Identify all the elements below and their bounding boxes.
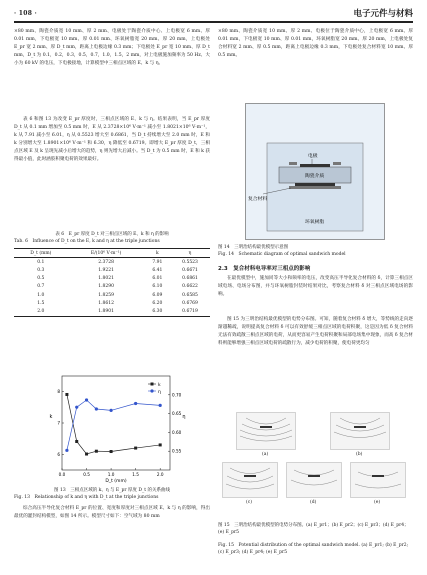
table-cell: 0.6769 <box>182 300 198 306</box>
composite-label: 复合材料 <box>248 197 268 202</box>
data-point-k <box>159 443 162 446</box>
series-line-k <box>67 394 160 454</box>
table-cell: 0.3 <box>37 267 45 273</box>
right-paragraph-2: 图 15 为三明治结构最优模型的电势分布图。可知，随着复合材料 δ 增大，等势线的走向逐渐越稀疏，说明提高复合材料 δ 可以有效舒缓三相点区域的电荷积聚，这是因为低 δ 复合材料无法有效疏散三相点区域的电荷，从而更容易产生电荷积聚和局部电场集中现象，而高 δ 复合材料则能够增强三相点区域电荷的疏散行为，减少电荷的积聚，使电荷更均匀 <box>218 317 413 346</box>
data-point-k <box>134 447 137 450</box>
table-header-row <box>14 249 210 258</box>
composite-upper-left <box>289 162 297 165</box>
fig15-label-c: (c) <box>246 500 253 505</box>
table-cell: 1.8901 <box>98 308 114 314</box>
fig15-panel-c <box>222 462 278 498</box>
table-cell: 0.6671 <box>182 267 198 273</box>
ceramic-label: 陶瓷介质 <box>305 174 325 179</box>
table-cell: 6.30 <box>152 308 163 314</box>
x-tick-label: 1.5 <box>132 472 139 477</box>
table-header-cell: η <box>188 250 192 256</box>
table-cell: 0.1 <box>37 259 45 265</box>
table-cell: 1.8021 <box>98 276 114 282</box>
data-point-eta <box>95 407 98 410</box>
x-tick-label: 2.0 <box>156 472 164 477</box>
table-cell: 1.0 <box>37 292 45 298</box>
fig15-label-e: (e) <box>374 500 381 505</box>
table-cell: 6.01 <box>152 276 163 282</box>
chart-legend <box>148 382 161 395</box>
header-rule <box>14 21 413 23</box>
data-point-k <box>65 393 68 396</box>
legend-label-eta: η <box>158 389 161 395</box>
fig15-panels <box>222 412 410 520</box>
composite-lower <box>289 186 341 189</box>
table-cell: 0.6585 <box>182 292 198 298</box>
fig14-schematic <box>245 103 385 240</box>
x-tick-label: 1.0 <box>107 472 115 477</box>
data-point-eta <box>109 409 112 412</box>
fig15-panel-e <box>350 462 406 498</box>
left-paragraph-2: 表 6 和图 13 为改变 E_pr 厚度时，三相点区域的 E、k 与 η。结果表明，当 E_pr 厚度 D_t 从 0.1 mm 增加至 0.5 mm 时，E 从 2.3728×10⁶ V·m⁻¹ 减小至 1.8021×10⁶ V·m⁻¹，k 从 7.91 减小至 6.01，η 从 0.5523 增大至 0.6861，当 D_t 持续增大至 2.0 mm 时，E 和 k 分别增大至 1.8901×10⁶ V·m⁻¹ 和 6.30，η 降低至 0.6719。即增大 E_pr 厚度 D_t，三相点区域 E 及 k 呈现先减小后增大的趋势，η 则先增大后减小。当 D_t 为 0.5 mm 时，E 和 k 获得最小值，此时涵胶积聚电荷的效果最好。 <box>14 117 210 162</box>
table-row <box>14 291 210 299</box>
right-top-paragraph: ×80 mm、陶瓷介质宽 10 mm、厚 2 mm、电极位于陶瓷介质中心，上电极宽 6 mm、厚 0.01 mm，下电极宽 10 mm、厚 0.01 mm，环氧树脂宽 20 mm、厚 20 mm，上电极处复合材料宽 2 mm、厚 0.5 mm，距离上电极边缘 0.3 mm，下电极处复合材料宽 10 mm、厚 0.5 mm。 <box>218 29 413 58</box>
table-cell: 6.10 <box>152 284 163 290</box>
page-number: · 108 · <box>14 10 37 17</box>
legend-marker-k <box>151 383 154 386</box>
data-point-eta <box>85 398 88 401</box>
x-axis-label: D_t (mm) <box>105 479 127 484</box>
table-header-cell: D_t (mm) <box>30 250 52 256</box>
series-line-eta <box>67 400 160 450</box>
data-point-eta <box>65 449 68 452</box>
data-point-eta <box>134 402 137 405</box>
lower-electrode <box>295 183 335 186</box>
y-left-label: k <box>49 414 53 420</box>
electrode-label: 电极 <box>308 154 318 159</box>
table-header-cell: k <box>155 250 159 256</box>
table6 <box>14 248 210 317</box>
y-left-tick-label: 8 <box>57 389 60 395</box>
table-cell: 0.6861 <box>182 276 198 282</box>
table-cell: 7.91 <box>152 259 163 265</box>
fig14-caption-en: Fig. 14 Schematic diagram of optimal sandwich model <box>218 252 346 257</box>
table-row <box>14 275 210 283</box>
data-point-eta <box>159 404 162 407</box>
table-cell: 1.5 <box>37 300 45 306</box>
data-point-k <box>85 453 88 456</box>
table-cell: 0.5523 <box>182 259 198 265</box>
fig15-label-b: (b) <box>356 452 363 457</box>
table-cell: 0.7 <box>37 284 45 290</box>
fig15-panel-d <box>286 462 342 498</box>
fig13-chart <box>40 370 190 485</box>
y-right-label: η <box>182 414 186 420</box>
composite-upper-right <box>333 162 341 165</box>
epoxy-label: 环氧树脂 <box>305 220 325 225</box>
y-left-tick-label: 7 <box>57 420 60 426</box>
table-cell: 1.8612 <box>98 300 114 306</box>
table-cell: 1.9221 <box>98 267 114 273</box>
data-point-k <box>75 440 78 443</box>
journal-title: 电子元件与材料 <box>353 9 413 19</box>
y-right-tick-label: 0.65 <box>172 411 182 417</box>
table-cell: 0.6622 <box>182 284 198 290</box>
x-tick-label: 0.5 <box>83 472 90 477</box>
x-tick-label: 0.0 <box>58 472 66 477</box>
data-point-k <box>95 450 98 453</box>
fig14-caption-cn: 图 14 三明治结构最优模型示意图 <box>218 245 289 250</box>
left-top-paragraph: ×80 mm、陶瓷介质宽 10 mm、厚 2 mm、电极处于陶瓷介质中心、上电极宽 6 mm、厚 0.01 mm，下电极宽 10 mm、厚 0.01 mm、环氧树脂宽 20 mm、厚 20 mm，上电极处 E_pr 宽 2 mm、厚 D_t mm，距离上电极边缘 0.3 mm；下电极处 E_pr 宽 10 mm、厚 D_t mm，D_t 为 0.1，0.2，0.3，0.5，0.7，1.0，1.5，2 mm，对上电极施加频率为 50 Hz、大小为 60 kV 的电压，下电极接地，计算模型中三相点区域的 E、k 与 η。 <box>14 29 210 66</box>
data-point-eta <box>75 406 78 409</box>
table6-caption-cn: 表 6 E_pr 厚度 D_t 对三相点区域的 E、k 和 η 的影响 <box>55 232 169 237</box>
table-cell: 0.6719 <box>182 308 198 314</box>
table-cell: 0.5 <box>37 276 45 282</box>
table-cell: 6.20 <box>152 300 163 306</box>
table-cell: 6.09 <box>152 292 163 298</box>
y-right-tick-label: 0.70 <box>172 392 182 398</box>
table-cell: 1.8290 <box>98 284 114 290</box>
y-right-tick-label: 0.55 <box>172 448 182 454</box>
table-row <box>14 266 210 274</box>
table-row <box>14 258 210 267</box>
fig15-caption-en: Fig. 15 Potential distribution of the optimal sandwich model. (a) E_pr1; (b) E_pr2; (c) E_pr3; (d) E_pr4; (e) E_pr5 <box>218 543 409 555</box>
table-cell: 6.41 <box>152 267 163 273</box>
section-heading: 2.3 复合材料电导率对三相点的影响 <box>218 266 311 272</box>
table-cell: 2.3728 <box>98 259 114 265</box>
table-header-cell: E/(10⁶ V·m⁻¹) <box>90 250 122 256</box>
table6-caption-en: Tab. 6 Influence of D_t on the E, k and η at the triple junctions <box>14 239 160 244</box>
y-right-tick-label: 0.60 <box>172 429 182 435</box>
fig15-panel-a <box>236 412 296 450</box>
legend-label-k: k <box>158 382 161 388</box>
fig15-caption-cn: 图 15 三明治结构最优模型的电势分布图。(a) E_pr1；(b) E_pr2；(c) E_pr3；(d) E_pr4；(e) E_pr5 <box>218 523 409 535</box>
fig15-label-d: (d) <box>310 500 317 505</box>
fig13-caption-cn: 图 13 三相点区域的 k、η 与 E_pr 厚度 D_t 的关系曲线 <box>54 488 170 493</box>
y-left-tick-label: 6 <box>57 451 60 457</box>
table-row <box>14 307 210 316</box>
table-row <box>14 283 210 291</box>
table-row <box>14 299 210 307</box>
fig15-panel-b <box>330 412 390 450</box>
chart-axes <box>57 376 181 477</box>
table-cell: 1.8259 <box>98 292 114 298</box>
legend-marker-eta <box>150 389 153 392</box>
chart-marks <box>65 393 161 456</box>
upper-electrode <box>300 164 330 167</box>
right-paragraph: 在最优模型中，施加同等大小和频率的电压，改变高压半导化复合材料的 δ，计算三相点区域电场、电场分布图，并与环氧树脂封装时结果对比，考察复合材料 δ 对三相点区域电场的影响。 <box>218 276 413 297</box>
plot-frame <box>62 376 170 470</box>
table-cell: 2.0 <box>37 308 45 314</box>
data-point-k <box>110 450 113 453</box>
fig15-label-a: (a) <box>262 452 269 457</box>
fig13-caption-en: Fig. 13 Relationship of k and η with D_t at the triple junctions <box>14 495 159 500</box>
left-bottom-paragraph: 综合高压半导化复合材料 E_pr 的位置、宽度和厚度对三相点区域 E、k 与 η 的影响，得出最优的灌封结构模型，如图 14 所示。模型尺寸如下：空气域为 80 mm <box>14 506 210 519</box>
